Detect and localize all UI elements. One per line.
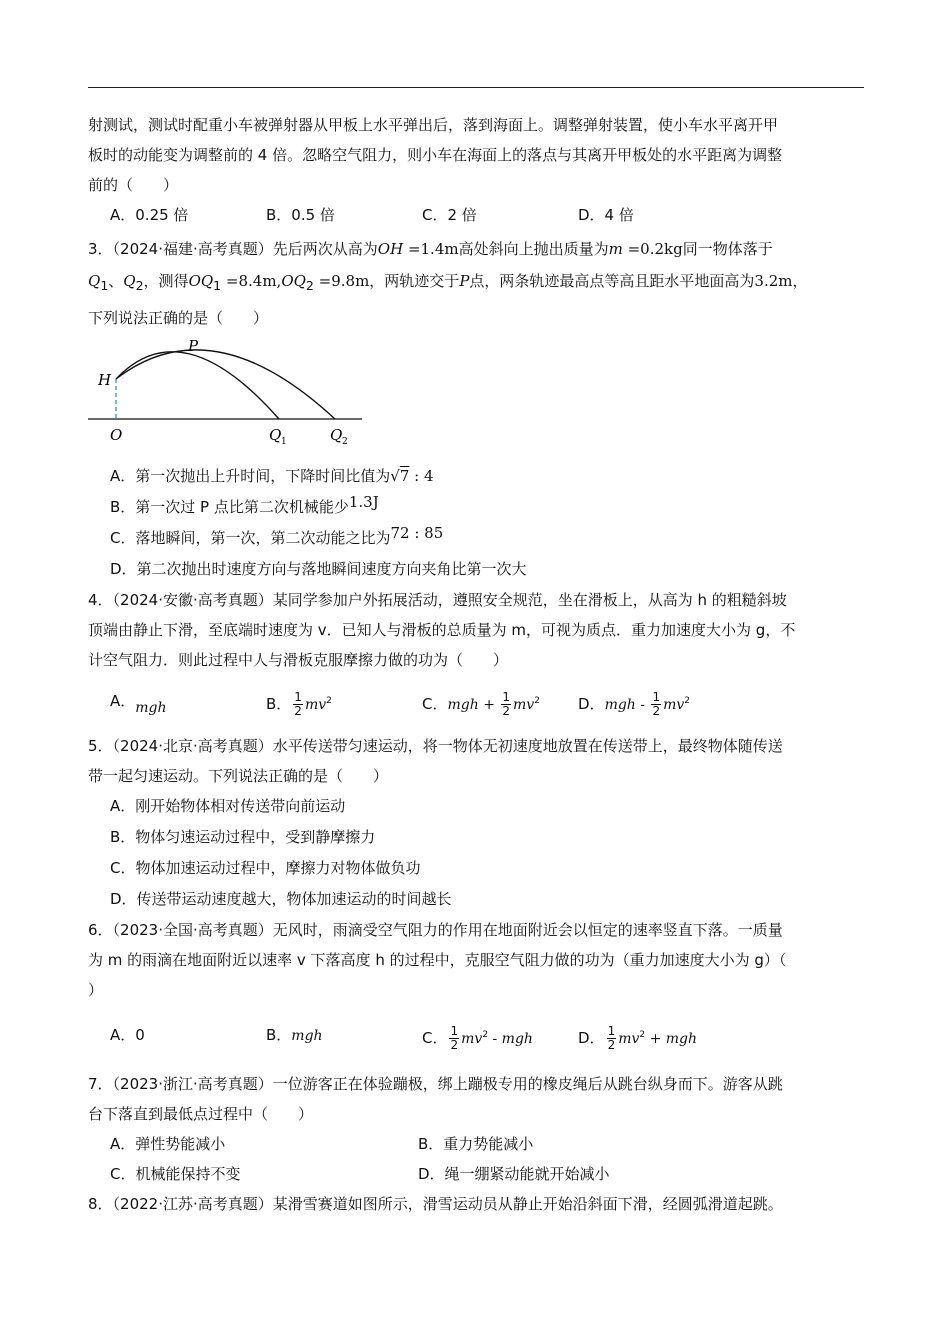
q4-option-d[interactable] [578,681,734,725]
q7-option-b[interactable]: B．重力势能减小 [418,1135,534,1153]
q4-option-a-label: A． [110,692,136,710]
sqrt-sign: √ [390,467,400,485]
q2-text-3: 前的（ ） [88,176,179,194]
q4-option-b[interactable] [266,681,422,725]
frac-den: 2 [502,704,511,718]
q4-text-3: 计空气阻力．则此过程中人与滑板克服摩擦力做的功为（ ） [88,651,509,669]
q7-option-c[interactable]: C．机械能保持不变 [110,1165,241,1183]
question-2 [88,110,864,230]
header-rule [88,87,864,88]
q2-text-1: 射测试，测试时配重小车被弹射器从甲板上水平弹出后，落到海面上。调整弹射装置，使小车水平离开甲 [88,116,779,134]
q4-option-d-label: D． [578,695,605,713]
q6-option-d-label: D． [578,1029,605,1047]
q2-option-c[interactable]: C．2 倍 [422,206,477,224]
q6-c-sq: 2 [482,1030,489,1040]
frac-den: 2 [294,704,302,718]
q3-oq2-sub: 2 [305,278,314,293]
q7-options-row-2 [110,1159,864,1189]
q3-p: P [459,272,470,290]
q4-b-sq: 2 [326,696,332,706]
q3-m: m [608,240,623,258]
q4-text-2: 顶端由静止下滑，至底端时速度为 v．已知人与滑板的总质量为 m，可视为质点．重力加速度大小为 g，不 [88,621,796,639]
trajectory-2 [116,350,335,419]
q4-c-mv: mv [513,697,535,713]
question-3 [88,234,864,585]
frac-num: 1 [607,1024,616,1038]
q3-seg-6: 点，两条轨迹最高点等高且距水平地面高为 [469,272,755,290]
q3-eq-1: =1.4m [403,240,459,258]
q3-option-a-text: A．第一次抛出上升时间，下降时间比值为 [110,467,391,485]
q4-b-fraction [293,691,303,718]
q3-height: 3.2m [754,272,793,290]
q3-text-1 [88,234,864,264]
frac-den: 2 [607,1038,616,1052]
q6-c-post: - mgh [488,1031,533,1047]
q6-option-b[interactable] [266,1015,422,1059]
q2-option-a[interactable]: A．0.25 倍 [110,206,189,224]
q6-c-fraction [449,1025,459,1052]
q6-d-post: + mgh [645,1031,698,1047]
q3-q1-sub: 1 [100,278,109,293]
trajectory-1 [116,352,279,419]
q3-trajectory-figure [88,335,864,455]
q4-text-1: 4．（2024·安徽·高考真题）某同学参加户外拓展活动，遵照安全规范，坐在滑板上，从高为 h 的粗糙斜坡 [88,591,787,609]
q3-eq-4: =9.8m [313,272,370,290]
q3-option-c-text: C．落地瞬间，第一次，第二次动能之比为 [110,529,391,547]
q3-oh: OH [377,240,404,258]
label-h: H [98,371,112,389]
q4-b-mv: mv [304,697,327,713]
q4-option-c[interactable] [422,681,578,725]
q6-d-fraction [607,1025,617,1052]
label-q2: Q [330,426,343,444]
q3-seg-4: ，测得 [143,272,189,290]
q7-option-d[interactable]: D．绳一绷紧动能就开始减小 [418,1165,610,1183]
q2-text-2: 板时的动能变为调整前的 4 倍。忽略空气阻力，则小车在海面上的落点与其离开甲板处的水平距离为调整 [88,146,783,164]
q3-seg-1: 先后两次从高为 [272,240,378,258]
q3-option-a[interactable] [110,461,864,492]
q5-option-c[interactable]: C．物体加速运动过程中，摩擦力对物体做负功 [110,859,421,877]
q4-d-sq: 2 [684,696,691,706]
q3-sep: 、 [108,272,124,290]
q3-option-b[interactable] [110,492,864,523]
q3-q2: Q [123,272,136,290]
q3-option-a-ratio: : 4 [409,467,434,485]
question-4 [88,585,864,725]
q3-option-d[interactable]: D．第二次抛出时速度方向与落地瞬间速度方向夹角比第一次大 [110,560,527,578]
q6-option-c[interactable] [422,1015,578,1059]
q4-c-fraction [501,691,511,718]
q6-option-c-label: C． [422,1029,448,1047]
q3-seg-7: ， [792,272,808,290]
q3-seg-3: 同一物体落于 [682,240,773,258]
q3-oq2: OQ [281,272,306,290]
q3-q2-sub: 2 [135,278,144,293]
q3-option-b-math: 1.3J [348,493,379,511]
q8-text-1: 8．（2022·江苏·高考真题）某滑雪赛道如图所示，滑雪运动员从静止开始沿斜面下滑，经圆弧滑道起跳。 [88,1195,783,1213]
q3-eq-3: =8.4m, [221,272,282,290]
q4-option-a-math: mgh [135,700,167,716]
q2-option-b[interactable]: B．0.5 倍 [266,206,335,224]
q6-text-3: ） [88,981,104,999]
q3-option-c[interactable] [110,523,864,554]
q3-eq-2: =0.2kg [622,240,683,258]
label-o: O [110,426,123,444]
q3-seg-5: ，两轨迹交于 [369,272,460,290]
q3-source: （2024·福建·高考真题） [112,240,273,258]
q6-d-mv: mv [618,1031,640,1047]
question-7 [88,1069,864,1189]
q6-option-d[interactable] [578,1015,734,1059]
q3-q1: Q [88,272,101,290]
q3-option-c-math: 72 : 85 [390,524,444,542]
q6-c-mv: mv [461,1031,483,1047]
q4-d-pre: mgh - [604,697,650,713]
q3-option-b-text: B．第一次过 P 点比第二次机械能少 [110,498,349,516]
q4-option-c-label: C． [422,695,448,713]
q5-option-a[interactable]: A．刚开始物体相对传送带向前运动 [110,797,346,815]
q3-oq1: OQ [188,272,214,290]
q6-option-b-label: B． [266,1026,292,1044]
q2-option-d[interactable]: D．4 倍 [578,206,634,224]
q6-option-a[interactable]: A．0 [110,1026,145,1044]
question-page [88,110,864,1219]
q6-text-1: 6．（2023·全国·高考真题）无风时，雨滴受空气阻力的作用在地面附近会以恒定的速率竖直下落。一质量 [88,921,783,939]
q7-option-a[interactable]: A．弹性势能减小 [110,1135,226,1153]
label-q2-sub: 2 [342,437,348,447]
frac-den: 2 [652,704,661,718]
q5-text-1: 5．（2024·北京·高考真题）水平传送带匀速运动，将一物体无初速度地放置在传送带上，最终物体随传送 [88,737,783,755]
q6-text-2: 为 m 的雨滴在地面附近以速率 v 下落高度 h 的过程中，克服空气阻力做的功为（重力加速度大小为 g）（ [88,951,787,969]
q3-number: 3． [88,240,113,258]
frac-den: 2 [450,1038,459,1052]
q5-option-d[interactable]: D．传送带运动速度越大，物体加速运动的时间越长 [110,890,452,908]
q3-seg-2: 高处斜向上抛出质量为 [458,240,609,258]
q4-c-pre: mgh + [447,697,500,713]
question-6 [88,915,864,1059]
frac-num: 1 [502,690,511,704]
q6-options [110,1015,864,1059]
q3-option-a-radicand: 7 [399,467,410,485]
frac-num: 1 [294,690,302,704]
q7-text-1: 7．（2023·浙江·高考真题）一位游客正在体验蹦极，绑上蹦极专用的橡皮绳后从跳台纵身而下。游客从跳 [88,1075,783,1093]
q4-c-sq: 2 [534,696,540,706]
q4-d-fraction [651,691,661,718]
q3-text-3: 下列说法正确的是（ ） [88,309,269,327]
q4-option-b-label: B． [266,695,292,713]
q7-text-2: 台下落直到最低点过程中（ ） [88,1105,314,1123]
label-q1: Q [269,426,282,444]
q6-option-b-math: mgh [291,1028,323,1044]
q4-options [110,681,864,725]
q4-option-a[interactable] [110,681,266,725]
q4-d-mv: mv [663,697,685,713]
frac-num: 1 [652,690,661,704]
question-8 [88,1189,864,1219]
q5-option-b[interactable]: B．物体匀速运动过程中，受到静摩擦力 [110,828,376,846]
label-p: P [188,337,199,355]
q3-oq1-sub: 1 [213,278,222,293]
trajectory-diagram [88,335,368,451]
label-q1-sub: 1 [281,437,287,447]
q5-text-2: 带一起匀速运动。下列说法正确的是（ ） [88,767,389,785]
q3-text-2 [88,264,864,303]
q2-options [110,200,864,230]
q7-options-row-1 [110,1129,864,1159]
question-5 [88,731,864,915]
q6-d-sq: 2 [639,1030,646,1040]
frac-num: 1 [450,1024,459,1038]
